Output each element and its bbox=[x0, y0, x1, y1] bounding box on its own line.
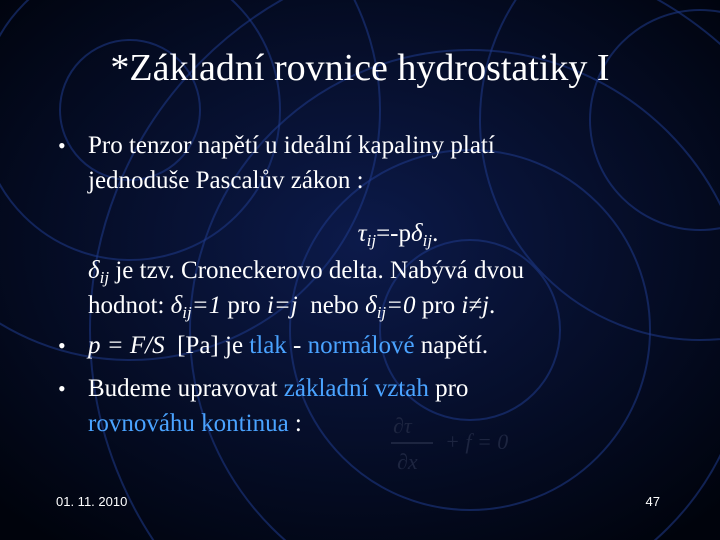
rovnovaha-link[interactable]: rovnováhu kontinua bbox=[88, 410, 289, 437]
bullet-dot: • bbox=[58, 333, 66, 358]
pascal-equation bbox=[58, 216, 678, 258]
delta-symbol: δ bbox=[88, 257, 100, 284]
value-one: =1 bbox=[191, 292, 222, 319]
delta-subscript: ij bbox=[422, 231, 433, 250]
napeti-text: napětí. bbox=[414, 332, 489, 359]
cronecker-text: je tzv. Croneckerovo delta. Nabývá dvou bbox=[109, 257, 524, 284]
value-zero: =0 bbox=[386, 292, 416, 319]
bullet2-line bbox=[88, 328, 488, 363]
bullet1-line1: Pro tenzor napětí u ideální kapaliny platí bbox=[88, 132, 495, 159]
footer-date: 01. 11. 2010 bbox=[56, 494, 128, 509]
period: . bbox=[488, 292, 496, 319]
delta-subscript: ij bbox=[182, 303, 192, 322]
dash: - bbox=[286, 332, 308, 359]
colon: : bbox=[288, 410, 302, 437]
pa-unit: [Pa] je bbox=[164, 332, 250, 359]
pressure-formula: p = F/S bbox=[88, 332, 165, 359]
bullet3-line2 bbox=[88, 406, 302, 441]
budeme-text: Budeme upravovat bbox=[88, 375, 284, 402]
pro-text: pro bbox=[415, 292, 462, 319]
bullet-dot: • bbox=[58, 376, 66, 401]
bullet1-line2: jednoduše Pascalův zákon : bbox=[88, 167, 364, 194]
bullet1-line5 bbox=[88, 288, 495, 330]
pro-text: pro bbox=[221, 292, 267, 319]
equation-rhs: =-p bbox=[376, 220, 411, 247]
condition-not-equal: i≠j bbox=[461, 292, 489, 319]
tau-subscript: ij bbox=[366, 231, 377, 250]
delta-subscript: ij bbox=[99, 268, 110, 287]
zakladni-vztah-link[interactable]: základní vztah bbox=[283, 375, 429, 402]
faint-rest: + f = 0 bbox=[445, 429, 509, 454]
tau-symbol: τ bbox=[357, 220, 367, 247]
delta-subscript: ij bbox=[376, 303, 387, 322]
bullet-dot: • bbox=[58, 133, 66, 158]
faint-partial-denominator: ∂x bbox=[397, 449, 418, 474]
delta-symbol: δ bbox=[411, 220, 423, 247]
equation-dot: . bbox=[432, 220, 439, 247]
page-number: 47 bbox=[645, 494, 660, 509]
condition-equal: i=j bbox=[266, 292, 298, 319]
delta-symbol: δ bbox=[170, 292, 183, 319]
hodnot-label: hodnot: bbox=[88, 292, 171, 319]
delta-symbol: δ bbox=[365, 292, 377, 319]
nebo-text: nebo bbox=[297, 292, 366, 319]
pro-text: pro bbox=[428, 375, 469, 402]
normalove-link[interactable]: normálové bbox=[307, 332, 415, 359]
faint-partial-numerator: ∂τ bbox=[393, 413, 412, 438]
faint-equation-graphic bbox=[385, 405, 555, 480]
bullet3-line1 bbox=[88, 371, 468, 406]
slide-title: *Základní rovnice hydrostatiky I bbox=[110, 47, 610, 89]
tlak-link[interactable]: tlak bbox=[249, 332, 287, 359]
